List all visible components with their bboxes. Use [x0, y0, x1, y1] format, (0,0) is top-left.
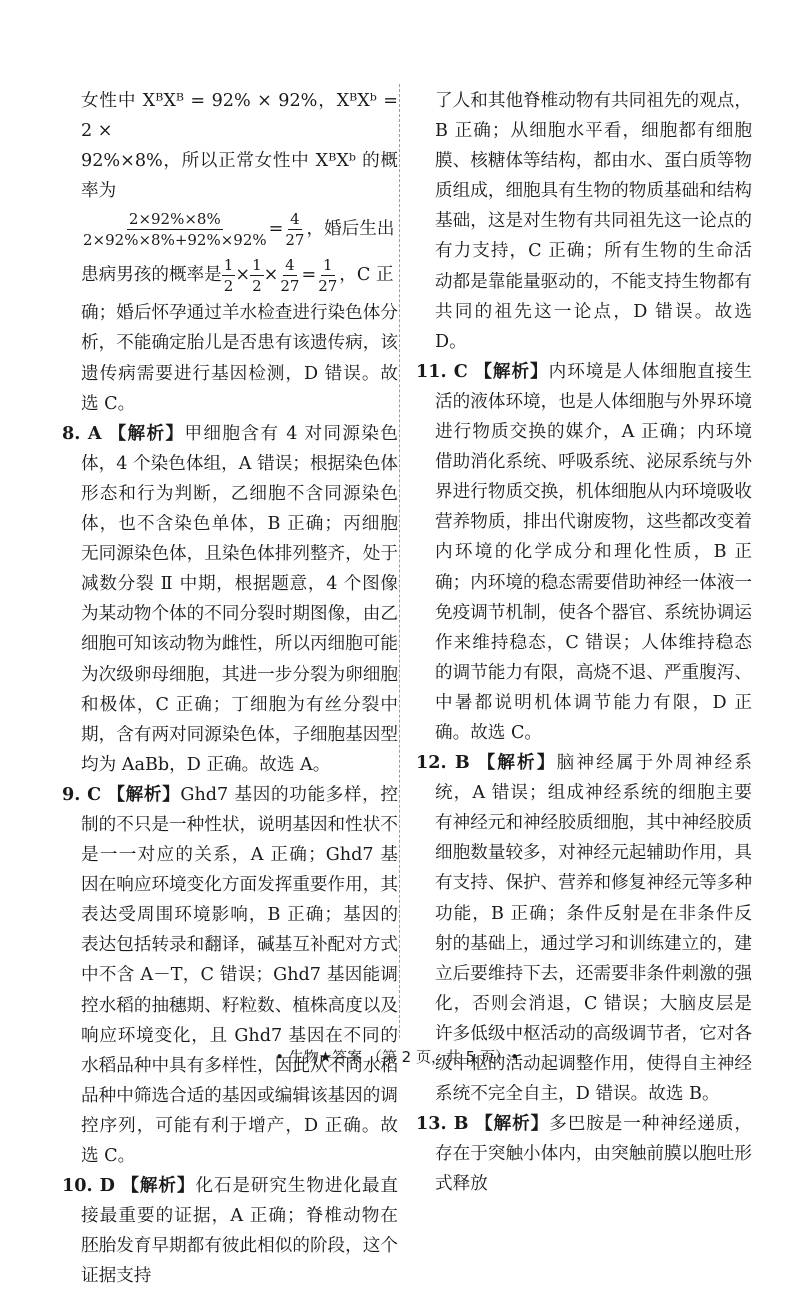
text-paragraph: 了人和其他脊椎动物有共同祖先的观点，B 正确；从细胞水平看，细胞都有细胞膜、核糖体等结构，都由水、蛋白质等物质组成，细胞具有生物的物质基础和结构基础，这是对生物有共同祖先这一论点的有力支持，C 正确；所有生物的生命活动都是靠能量驱动的，不能支持生物都有共同的祖先这一论点，D 错误。故选 D。 [435, 91, 752, 352]
probability-formula-2: 患病男孩的概率是 $\frac{1}{2}$ × $\frac{1}{2}$ × $\frac{4}{27}$ = $\frac{1}{27}$ ，C 正 [81, 255, 394, 295]
fraction: $\frac{4}{27}$ [285, 209, 305, 249]
answer-item-9: 9. C 【解析】Ghd7 基因的功能多样，控制的不只是一种性状，说明基因和性状不是一一对应的关系，A 正确；Ghd7 基因在响应环境变化方面发挥重要作用，其表达受周围环境影响，B 正确；基因的表达包括转录和翻译，碱基互补配对方式中不含 A－T，C 错误；Ghd7 基因能调控水稻的抽穗期、籽粒数、植株高度以及响应环境变化，且 Ghd7 基因在不同的水稻品种中具有多样性，因此从不同水稻品种中筛选合适的基因或编辑该基因的调控序列，可能有利于增产，D 正确。故选 C。 [62, 783, 399, 1166]
right-column [416, 86, 752, 1199]
answer-item-8: 8. A 【解析】甲细胞含有 4 对同源染色体，4 个染色体组，A 错误；根据染色体形态和行为判断，乙细胞不含同源染色体，也不含染色单体，B 正确；丙细胞无同源染色体，且染色体排列整齐，处于减数分裂 Ⅱ 中期，根据题意，4 个图像为某动物个体的不同分裂时期图像，由乙细胞可知该动物为雌性，所以丙细胞可能为次级卵母细胞，其进一步分裂为卵细胞和极体，C 正确；丁细胞为有丝分裂中期，含有两对同源染色体，子细胞基因型均为 AaBb，D 正确。故选 A。 [62, 422, 398, 775]
page-footer: • 生物★答案 （第 2 页，共 5 页）• [275, 1048, 519, 1066]
text-line: 女性中 XᴮXᴮ = 92% × 92%，XᴮXᵇ = 2 × [81, 91, 398, 142]
text-line: 92%×8%，所以正常女性中 XᴮXᵇ 的概率为 [81, 151, 398, 202]
answer-item-13: 13. B 【解析】多巴胺是一种神经递质，存在于突触小体内，由突触前膜以胞吐形式释放 [416, 1113, 752, 1195]
text-paragraph: 确；婚后怀孕通过羊水检查进行染色体分析，不能确定胎儿是否患有该遗传病，该遗传病需要进行基因检测，D 错误。故选 C。 [81, 303, 398, 414]
left-column [62, 86, 398, 1291]
column-divider [399, 84, 400, 1038]
answer-item-11: 11. C 【解析】内环境是人体细胞直接生活的液体环境，也是人体细胞与外界环境进行物质交换的媒介，A 正确；内环境借助消化系统、呼吸系统、泌尿系统与外界进行物质交换，机体细胞从内环境吸收营养物质，排出代谢废物，这些都改变着内环境的化学成分和理化性质，B 正确；内环境的稳态需要借助神经一体液一免疫调节机制，使各个器官、系统协调运作来维持稳态，C 错误；人体维持稳态的调节能力有限，高烧不退、严重腹泻、中暑都说明机体调节能力有限，D 正确。故选 C。 [416, 360, 752, 743]
probability-formula: $\frac{2\times 92\%\times 8\%}{2\times 92\%\times 8\%+92\%\times 92\%}$ = $\frac{4}{27}$ ，婚后生出 [83, 209, 395, 249]
answer-item-10: 10. D 【解析】化石是研究生物进化最直接最重要的证据，A 正确；脊椎动物在胚胎发育早期都有彼此相似的阶段，这个证据支持 [62, 1175, 398, 1287]
fraction: $\frac{2\times 92\%\times 8\%}{2\times 92\%\times 8\%+92\%\times 92\%}$ [83, 209, 267, 249]
answer-item-12: 12. B 【解析】脑神经属于外周神经系统，A 错误；组成神经系统的细胞主要有神经元和神经胶质细胞，其中神经胶质细胞数量较多，对神经元起辅助作用，具有支持、保护、营养和修复神经元等多种功能，B 正确；条件反射是在非条件反射的基础上，通过学习和训练建立的，建立后要维持下去，还需要非条件刺激的强化，否则会消退，C 错误；大脑皮层是许多低级中枢活动的高级调节者，它对各级中枢的活动起调整作用，使得自主神经系统不完全自主，D 错误。故选 B。 [416, 752, 752, 1105]
